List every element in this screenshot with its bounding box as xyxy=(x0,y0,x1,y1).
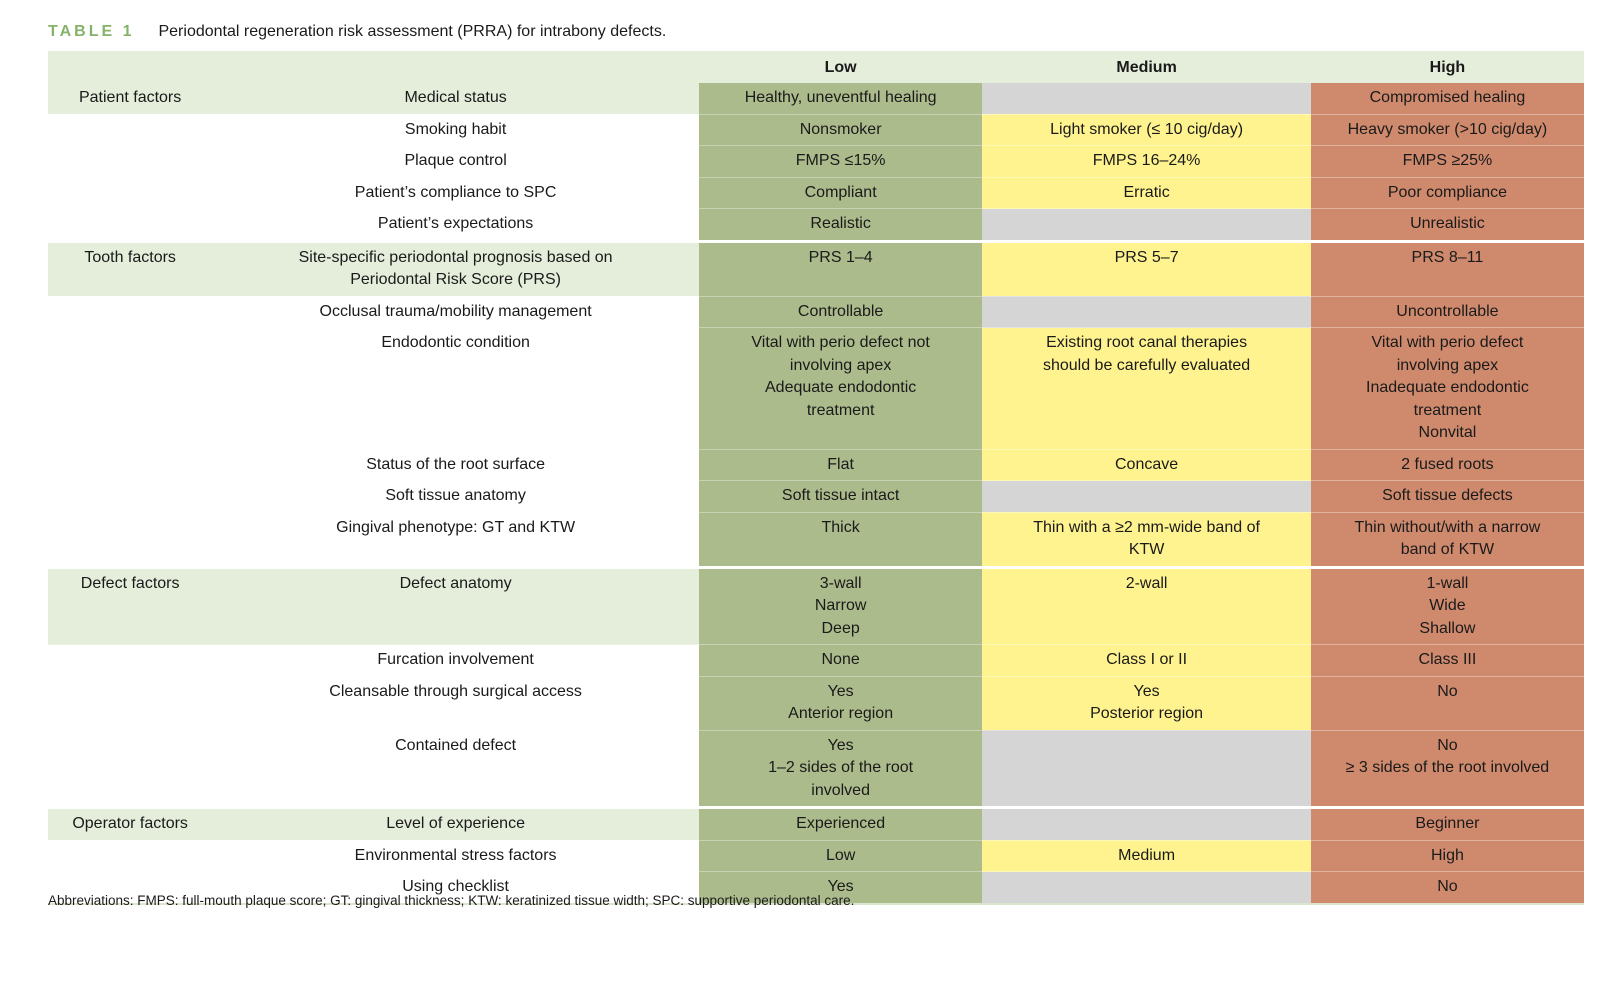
factor-item: Plaque control xyxy=(212,146,699,178)
table-title: Periodontal regeneration risk assessment (PRRA) for intrabony defects. xyxy=(158,23,667,40)
factor-item: Site-specific periodontal prognosis based on Periodontal Risk Score (PRS) xyxy=(212,241,699,296)
factor-item: Soft tissue anatomy xyxy=(212,481,699,513)
empty-medium-cell xyxy=(982,209,1311,242)
factor-group-cell xyxy=(48,209,212,242)
factor-item: Status of the root surface xyxy=(212,449,699,481)
medium-risk-cell: Thin with a ≥2 mm-wide band of KTW xyxy=(982,512,1311,567)
factor-item: Gingival phenotype: GT and KTW xyxy=(212,512,699,567)
low-risk-cell: FMPS ≤15% xyxy=(699,146,982,178)
factor-item: Defect anatomy xyxy=(212,567,699,645)
low-risk-cell: Experienced xyxy=(699,808,982,841)
table-row xyxy=(48,676,1584,730)
table-body xyxy=(48,83,1584,904)
high-risk-cell: High xyxy=(1311,840,1584,872)
header-blank xyxy=(48,51,212,83)
table-label: TABLE 1 xyxy=(48,23,135,40)
low-risk-cell: Realistic xyxy=(699,209,982,242)
empty-medium-cell xyxy=(982,808,1311,841)
low-risk-cell: Yes 1–2 sides of the root involved xyxy=(699,730,982,808)
empty-medium-cell xyxy=(982,872,1311,904)
table-row xyxy=(48,645,1584,677)
factor-group-cell xyxy=(48,512,212,567)
high-risk-cell: Uncontrollable xyxy=(1311,296,1584,328)
header-low: Low xyxy=(699,51,982,83)
factor-group-cell xyxy=(48,449,212,481)
table-row xyxy=(48,567,1584,645)
high-risk-cell: Class III xyxy=(1311,645,1584,677)
table-row xyxy=(48,730,1584,808)
factor-item: Patient’s expectations xyxy=(212,209,699,242)
factor-group-cell xyxy=(48,730,212,808)
header-medium: Medium xyxy=(982,51,1311,83)
medium-risk-cell: Existing root canal therapies should be carefully evaluated xyxy=(982,328,1311,450)
medium-risk-cell: Class I or II xyxy=(982,645,1311,677)
header-row xyxy=(48,51,1584,83)
factor-group-cell xyxy=(48,840,212,872)
table-row xyxy=(48,209,1584,242)
medium-risk-cell: Yes Posterior region xyxy=(982,676,1311,730)
factor-group-cell: Defect factors xyxy=(48,567,212,645)
empty-medium-cell xyxy=(982,481,1311,513)
low-risk-cell: Nonsmoker xyxy=(699,114,982,146)
table-row xyxy=(48,114,1584,146)
high-risk-cell: Soft tissue defects xyxy=(1311,481,1584,513)
factor-item: Medical status xyxy=(212,83,699,114)
low-risk-cell: 3-wall Narrow Deep xyxy=(699,567,982,645)
high-risk-cell: Unrealistic xyxy=(1311,209,1584,242)
medium-risk-cell: PRS 5–7 xyxy=(982,241,1311,296)
empty-medium-cell xyxy=(982,730,1311,808)
factor-item: Furcation involvement xyxy=(212,645,699,677)
factor-group-cell xyxy=(48,296,212,328)
low-risk-cell: Soft tissue intact xyxy=(699,481,982,513)
low-risk-cell: Thick xyxy=(699,512,982,567)
high-risk-cell: 1-wall Wide Shallow xyxy=(1311,567,1584,645)
high-risk-cell: FMPS ≥25% xyxy=(1311,146,1584,178)
header-high: High xyxy=(1311,51,1584,83)
table-row xyxy=(48,241,1584,296)
high-risk-cell: No ≥ 3 sides of the root involved xyxy=(1311,730,1584,808)
factor-item: Environmental stress factors xyxy=(212,840,699,872)
empty-medium-cell xyxy=(982,296,1311,328)
high-risk-cell: Poor compliance xyxy=(1311,177,1584,209)
factor-item: Occlusal trauma/mobility management xyxy=(212,296,699,328)
factor-item: Using checklist xyxy=(212,872,699,904)
high-risk-cell: Compromised healing xyxy=(1311,83,1584,114)
low-risk-cell: None xyxy=(699,645,982,677)
high-risk-cell: 2 fused roots xyxy=(1311,449,1584,481)
factor-item: Endodontic condition xyxy=(212,328,699,450)
table-row xyxy=(48,83,1584,114)
header-blank xyxy=(212,51,699,83)
high-risk-cell: Thin without/with a narrow band of KTW xyxy=(1311,512,1584,567)
table-row xyxy=(48,512,1584,567)
factor-group-cell xyxy=(48,481,212,513)
high-risk-cell: No xyxy=(1311,676,1584,730)
factor-group-cell xyxy=(48,676,212,730)
factor-group-cell: Tooth factors xyxy=(48,241,212,296)
table-row xyxy=(48,808,1584,841)
low-risk-cell: Healthy, uneventful healing xyxy=(699,83,982,114)
table-row xyxy=(48,328,1584,450)
factor-item: Patient’s compliance to SPC xyxy=(212,177,699,209)
table-row xyxy=(48,840,1584,872)
medium-risk-cell: FMPS 16–24% xyxy=(982,146,1311,178)
low-risk-cell: Compliant xyxy=(699,177,982,209)
medium-risk-cell: Erratic xyxy=(982,177,1311,209)
factor-group-cell: Operator factors xyxy=(48,808,212,841)
table-row xyxy=(48,481,1584,513)
high-risk-cell: Heavy smoker (>10 cig/day) xyxy=(1311,114,1584,146)
factor-group-cell: Patient factors xyxy=(48,83,212,114)
medium-risk-cell: Light smoker (≤ 10 cig/day) xyxy=(982,114,1311,146)
low-risk-cell: PRS 1–4 xyxy=(699,241,982,296)
high-risk-cell: PRS 8–11 xyxy=(1311,241,1584,296)
low-risk-cell: Controllable xyxy=(699,296,982,328)
factor-group-cell xyxy=(48,645,212,677)
factor-group-cell xyxy=(48,328,212,450)
low-risk-cell: Low xyxy=(699,840,982,872)
factor-item: Cleansable through surgical access xyxy=(212,676,699,730)
high-risk-cell: Beginner xyxy=(1311,808,1584,841)
low-risk-cell: Vital with perio defect not involving apex Adequate endodontic treatment xyxy=(699,328,982,450)
factor-item: Level of experience xyxy=(212,808,699,841)
low-risk-cell: Yes Anterior region xyxy=(699,676,982,730)
table-row xyxy=(48,449,1584,481)
factor-item: Smoking habit xyxy=(212,114,699,146)
medium-risk-cell: Concave xyxy=(982,449,1311,481)
prra-table xyxy=(48,51,1584,905)
low-risk-cell: Yes xyxy=(699,872,982,904)
table-row xyxy=(48,177,1584,209)
footnote: Abbreviations: FMPS: full-mouth plaque score; GT: gingival thickness; KTW: keratinized tissue width; SPC: supportive periodontal care. xyxy=(48,893,855,908)
empty-medium-cell xyxy=(982,83,1311,114)
factor-item: Contained defect xyxy=(212,730,699,808)
low-risk-cell: Flat xyxy=(699,449,982,481)
table-row xyxy=(48,146,1584,178)
factor-group-cell xyxy=(48,146,212,178)
high-risk-cell: Vital with perio defect involving apex Inadequate endodontic treatment Nonvital xyxy=(1311,328,1584,450)
medium-risk-cell: Medium xyxy=(982,840,1311,872)
table-caption xyxy=(48,20,666,44)
factor-group-cell xyxy=(48,114,212,146)
medium-risk-cell: 2-wall xyxy=(982,567,1311,645)
table-row xyxy=(48,296,1584,328)
factor-group-cell xyxy=(48,177,212,209)
high-risk-cell: No xyxy=(1311,872,1584,904)
